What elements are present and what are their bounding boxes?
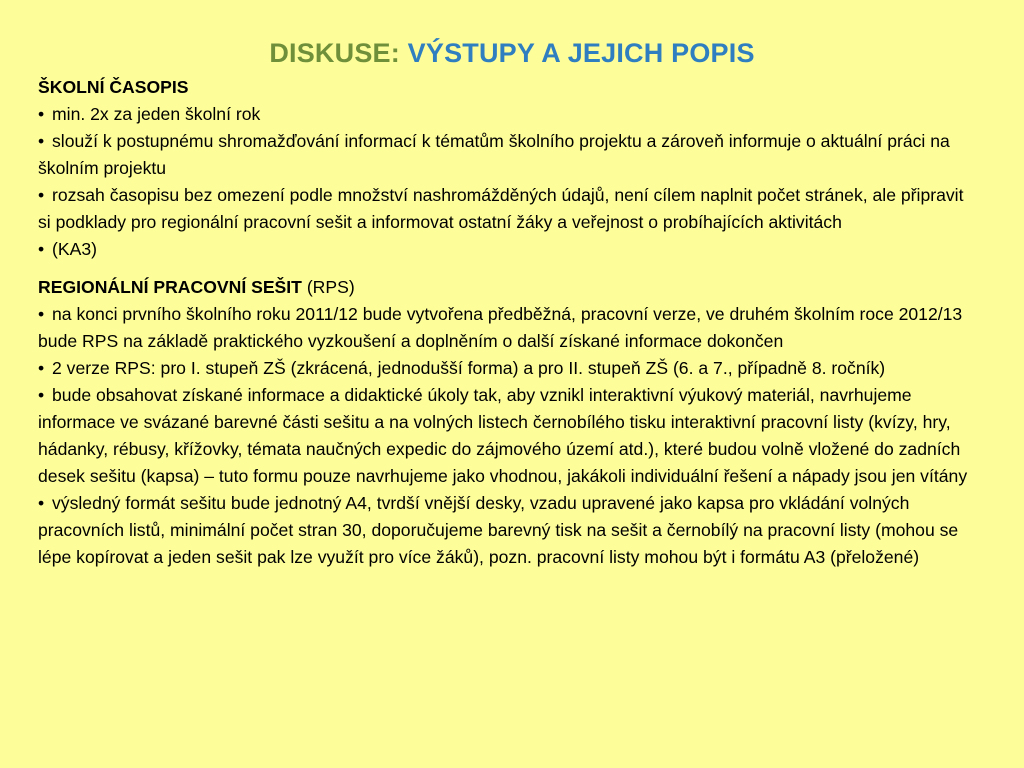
bullet-icon: • bbox=[38, 239, 45, 259]
bullet-icon: • bbox=[38, 131, 45, 151]
bullet-icon: • bbox=[38, 385, 45, 405]
bullet-item bbox=[38, 382, 968, 490]
bullet-text: výsledný formát sešitu bude jednotný A4, tvrdší vnější desky, vzadu upravené jako kapsa pro vkládání volných pracovních listů, minimální počet stran 30, doporučujeme barevný tisk na sešit a černobílý na pracovní listy (mohou se lépe kopírovat a jeden sešit pak lze využít pro více žáků), pozn. pracovní listy mohou být i formátu A3 (přeložené) bbox=[38, 493, 959, 567]
bullet-item bbox=[38, 182, 968, 236]
section-heading: ŠKOLNÍ ČASOPIS bbox=[38, 77, 189, 97]
bullet-text: slouží k postupnému shromažďování informací k tématům školního projektu a zároveň informuje o aktuální práci na školním projektu bbox=[38, 131, 950, 178]
section-heading-suffix: (RPS) bbox=[301, 277, 355, 297]
bullet-item bbox=[38, 355, 968, 382]
bullet-icon: • bbox=[38, 185, 45, 205]
bullet-icon: • bbox=[38, 104, 45, 124]
section-skolni-casopis bbox=[38, 74, 968, 263]
title-main: VÝSTUPY A JEJICH POPIS bbox=[407, 38, 755, 68]
bullet-item bbox=[38, 128, 968, 182]
section-heading-line bbox=[38, 274, 968, 301]
bullet-text: bude obsahovat získané informace a didaktické úkoly tak, aby vznikl interaktivní výukový materiál, navrhujeme informace ve svázané barevné části sešitu a na volných listech černobílého tisku interaktivní pracovní listy (kvízy, hry, hádanky, rébusy, křížovky, témata naučných expedic do zájmového území atd.), které budou volně vložené do zadních desek sešitu (kapsa) – tuto formu pouze navrhujeme jako vhodnou, jakákoli individuální řešení a nápady jsou jen vítány bbox=[38, 385, 968, 486]
bullet-icon: • bbox=[38, 304, 45, 324]
bullet-item bbox=[38, 236, 968, 263]
bullet-item bbox=[38, 301, 968, 355]
bullet-item bbox=[38, 490, 968, 571]
section-regionalni-pracovni-sesit bbox=[38, 274, 968, 571]
section-gap bbox=[38, 263, 968, 274]
bullet-item bbox=[38, 101, 968, 128]
slide-title bbox=[0, 36, 1024, 70]
bullet-icon: • bbox=[38, 358, 45, 378]
bullet-text: 2 verze RPS: pro I. stupeň ZŠ (zkrácená, jednodušší forma) a pro II. stupeň ZŠ (6. a 7., případně 8. ročník) bbox=[52, 358, 886, 378]
bullet-text: rozsah časopisu bez omezení podle množství nashromážděných údajů, není cílem naplnit počet stránek, ale připravit si podklady pro regionální pracovní sešit a informovat ostatní žáky a veřejnost o probíhajících aktivitách bbox=[38, 185, 964, 232]
bullet-text: na konci prvního školního roku 2011/12 bude vytvořena předběžná, pracovní verze, ve druhém školním roce 2012/13 bude RPS na základě praktického vyzkoušení a doplněním o další získané informace dokončen bbox=[38, 304, 963, 351]
slide-content bbox=[38, 74, 968, 571]
bullet-text: min. 2x za jeden školní rok bbox=[52, 104, 261, 124]
section-heading: REGIONÁLNÍ PRACOVNÍ SEŠIT bbox=[38, 277, 302, 297]
bullet-text: (KA3) bbox=[52, 239, 97, 259]
title-prefix: DISKUSE: bbox=[269, 38, 400, 68]
bullet-icon: • bbox=[38, 493, 45, 513]
